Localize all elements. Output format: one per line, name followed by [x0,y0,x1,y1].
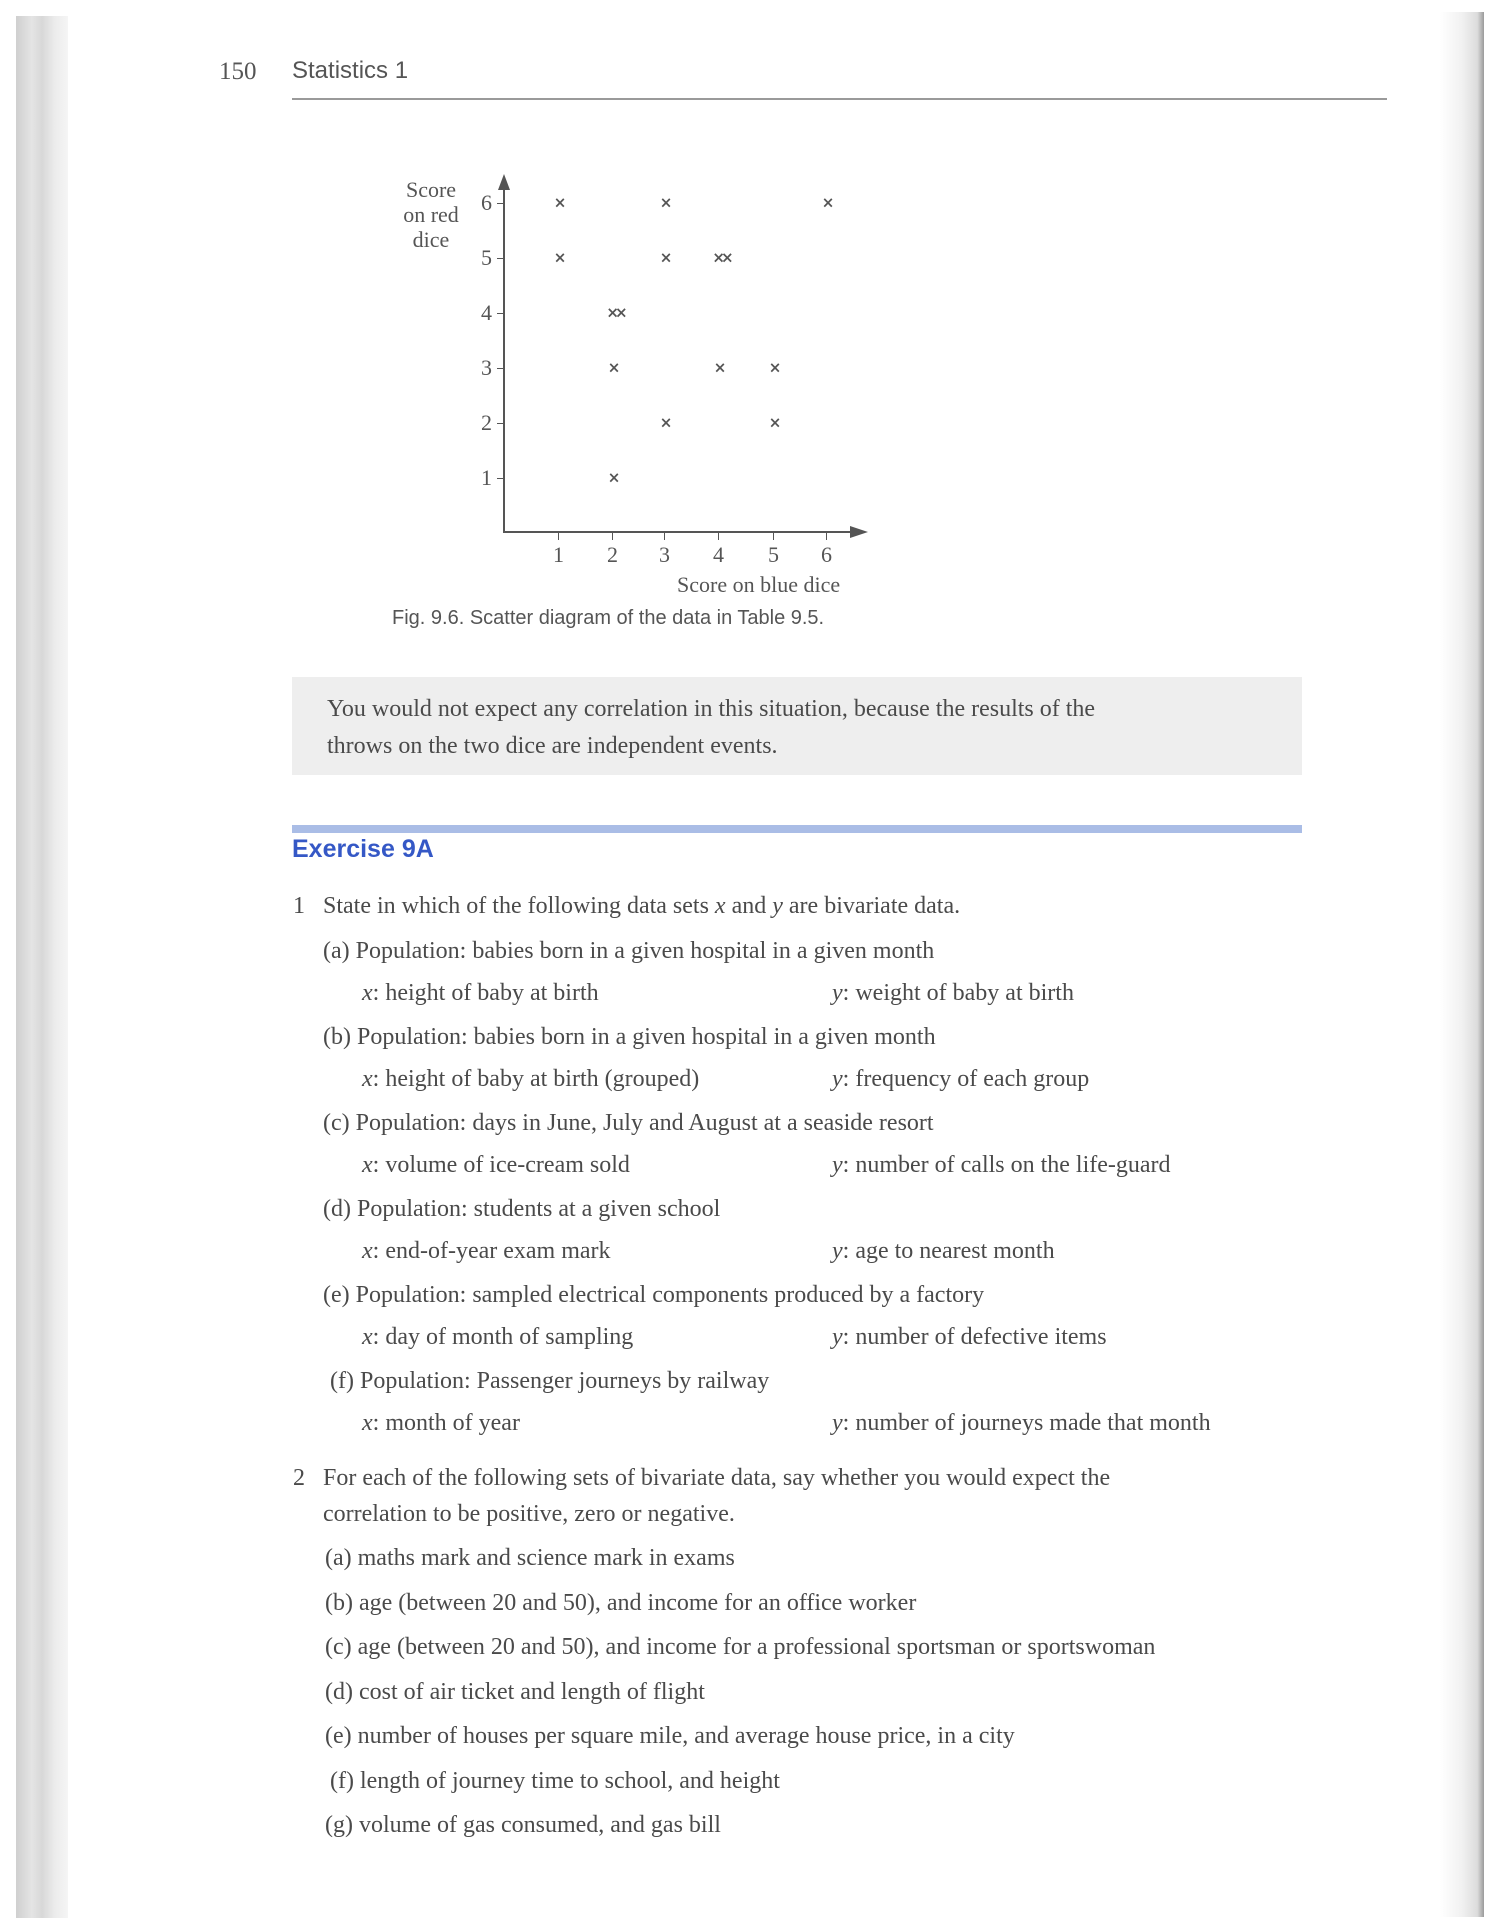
part-label: (b) [323,1024,351,1050]
x-tick [612,533,613,540]
data-point-x-marker-icon: × [553,193,563,212]
y-tick-label: 3 [481,355,492,380]
y-axis-label-line: dice [412,227,450,252]
x-description: height of baby at birth [385,980,599,1006]
y-tick-label: 5 [481,245,492,270]
part-label: (g) [325,1812,353,1838]
x-tick-label: 5 [768,542,779,567]
x-axis [503,531,853,533]
part-population: Population: Passenger journeys by railway [359,1368,770,1394]
y-description: age to nearest month [855,1238,1055,1264]
y-variable: y: number of calls on the life-guard [832,1152,1171,1178]
data-point-x-marker-icon: × [713,358,723,377]
y-axis-label-line: on red [403,202,459,227]
part-population: Population: babies born in a given hospital in a given month [356,1024,936,1050]
x-description: volume of ice-cream sold [385,1152,630,1178]
question-part [330,1768,780,1795]
part-label: (e) [325,1723,352,1749]
part-label: (f) [330,1767,354,1794]
y-variable: y: age to nearest month [832,1238,1055,1264]
y-axis-arrow-icon [498,174,510,190]
part-population: Population: students at a given school [356,1196,721,1222]
x-tick [826,533,827,540]
x-variable: x: day of month of sampling [362,1324,634,1350]
y-description: number of defective items [855,1324,1107,1350]
y-prefix: y [832,1238,843,1264]
x-tick-label: 6 [821,542,832,567]
data-point-x-marker-icon: × [607,468,617,487]
x-prefix: x [362,1238,373,1264]
x-variable: x: month of year [362,1410,520,1436]
x-description: day of month of sampling [385,1324,634,1350]
scatter-diagram [380,170,880,597]
page-gutter-right [1440,12,1484,1917]
y-description: number of journeys made that month [855,1410,1211,1436]
x-tick [664,533,665,540]
y-variable: y: frequency of each group [832,1066,1090,1092]
part-label: (c) [325,1634,352,1660]
question-1-stem [323,893,960,920]
data-point-x-marker-icon: ×× [712,248,730,267]
note-text [327,691,1287,765]
x-tick-label: 2 [607,542,618,567]
question-part [323,1196,720,1223]
part-text: cost of air ticket and length of flight [358,1678,705,1705]
question-part [323,1110,934,1137]
y-tick-label: 2 [481,410,492,435]
y-prefix: y [832,1324,843,1350]
note-line: You would not expect any correlation in this situation, because the results of the [327,696,1096,722]
data-point-x-marker-icon: × [553,248,563,267]
part-population: Population: sampled electrical components produced by a factory [355,1282,985,1308]
y-tick [497,258,504,259]
note-line: throws on the two dice are independent events. [327,733,778,759]
y-tick [497,478,504,479]
x-variable: x: volume of ice-cream sold [362,1152,630,1178]
y-prefix: y [832,1152,843,1178]
part-label: (a) [323,938,350,964]
stem-text: State in which of the following data sets [323,893,715,919]
x-prefix: x [362,1066,373,1092]
note-box [292,677,1302,775]
part-text: maths mark and science mark in exams [357,1545,735,1571]
var-x: x [714,893,726,919]
y-description: frequency of each group [855,1066,1090,1092]
y-axis [503,182,505,533]
part-text: age (between 20 and 50), and income for an office worker [358,1589,917,1616]
y-prefix: y [832,1066,843,1092]
question-part [325,1723,1015,1750]
part-label: (e) [323,1282,350,1308]
y-tick [497,368,504,369]
data-point-x-marker-icon: × [821,193,831,212]
exercise-band [292,825,1302,833]
question-part [325,1812,721,1839]
y-tick [497,203,504,204]
x-tick-label: 3 [659,542,670,567]
page-number: 150 [219,58,257,85]
data-point-x-marker-icon: × [607,358,617,377]
x-tick-label: 1 [553,542,564,567]
part-label: (d) [323,1196,351,1222]
y-description: number of calls on the life-guard [855,1152,1171,1178]
part-label: (c) [323,1110,350,1136]
y-axis-label [395,177,467,252]
y-axis-label-line: Score [405,177,457,202]
question-2-stem-line: For each of the following sets of bivariate data, say whether you would expect the [323,1465,1111,1491]
data-point-x-marker-icon: ×× [606,303,624,322]
question-number: 1 [293,893,305,919]
y-tick-label: 4 [481,300,492,325]
x-axis-label: Score on blue dice [677,572,841,597]
part-text: length of journey time to school, and height [359,1767,780,1794]
y-prefix: y [832,1410,843,1436]
figure-caption: Fig. 9.6. Scatter diagram of the data in Table 9.5. [392,607,825,629]
x-prefix: x [362,1410,373,1436]
stem-text: are bivariate data. [782,893,961,919]
part-text: volume of gas consumed, and gas bill [358,1812,721,1838]
y-tick [497,423,504,424]
part-label: (b) [325,1589,353,1616]
data-point-x-marker-icon: × [659,413,669,432]
running-title: Statistics 1 [292,57,409,84]
part-population: Population: days in June, July and August at a seaside resort [355,1110,934,1136]
question-part [325,1634,1155,1661]
question-2-stem-line: correlation to be positive, zero or negative. [323,1501,735,1527]
question-part [323,1282,984,1309]
data-point-x-marker-icon: × [659,248,669,267]
part-label: (f) [330,1368,354,1394]
page-gutter-left [16,16,68,1918]
x-description: month of year [385,1410,520,1436]
x-prefix: x [362,1324,373,1350]
x-prefix: x [362,980,373,1006]
exercise-title: Exercise 9A [292,835,434,863]
x-variable: x: end-of-year exam mark [362,1238,611,1264]
x-tick [718,533,719,540]
x-prefix: x [362,1152,373,1178]
var-y: y [772,893,783,919]
question-part [323,938,934,965]
y-tick-label: 1 [481,465,492,490]
y-prefix: y [832,980,843,1006]
question-part [330,1368,769,1395]
data-point-x-marker-icon: × [659,193,669,212]
y-variable: y: number of defective items [832,1324,1107,1350]
data-point-x-marker-icon: × [768,358,778,377]
y-tick [497,313,504,314]
x-tick [558,533,559,540]
question-part [325,1590,916,1617]
y-description: weight of baby at birth [855,980,1074,1006]
question-part [325,1679,705,1706]
x-variable: x: height of baby at birth (grouped) [362,1066,700,1092]
header-rule [292,98,1387,100]
y-tick-label: 6 [481,190,492,215]
stem-text: and [725,893,773,919]
y-variable: y: number of journeys made that month [832,1410,1211,1436]
question-number: 2 [293,1465,305,1491]
x-description: end-of-year exam mark [385,1238,611,1264]
x-tick [773,533,774,540]
x-axis-arrow-icon [850,526,868,538]
x-description: height of baby at birth (grouped) [385,1066,700,1092]
y-variable: y: weight of baby at birth [832,980,1074,1006]
part-text: age (between 20 and 50), and income for a professional sportsman or sportswoman [357,1634,1156,1660]
question-part [323,1024,936,1051]
question-part [325,1545,735,1572]
part-text: number of houses per square mile, and average house price, in a city [357,1723,1015,1749]
x-tick-label: 4 [713,542,724,567]
x-variable: x: height of baby at birth [362,980,599,1006]
data-point-x-marker-icon: × [768,413,778,432]
part-label: (a) [325,1545,352,1571]
part-population: Population: babies born in a given hospital in a given month [355,938,935,964]
part-label: (d) [325,1678,353,1705]
